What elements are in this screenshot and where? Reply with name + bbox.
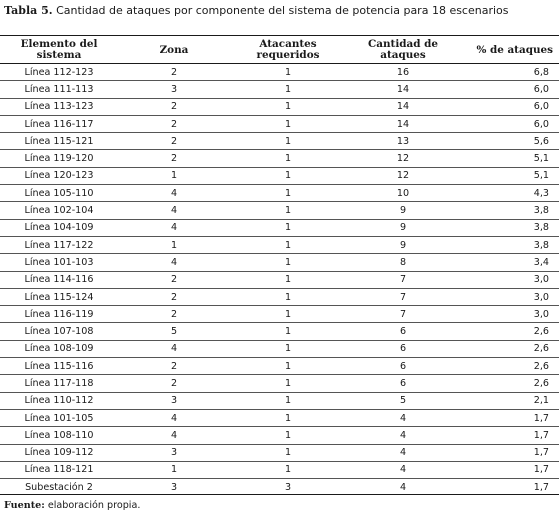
cell-attackers: 1 bbox=[230, 115, 346, 132]
table-body bbox=[0, 64, 559, 496]
cell-zone: 1 bbox=[118, 167, 230, 184]
cell-attacks: 9 bbox=[346, 202, 460, 219]
cell-element: Línea 109-112 bbox=[0, 444, 118, 461]
cell-element: Línea 116-119 bbox=[0, 306, 118, 323]
cell-percent: 2,6 bbox=[460, 323, 559, 340]
table-row bbox=[0, 81, 559, 98]
table-caption-label: Tabla 5. bbox=[4, 4, 53, 17]
cell-attackers: 1 bbox=[230, 358, 346, 375]
cell-percent: 3,8 bbox=[460, 202, 559, 219]
source-label: Fuente: bbox=[4, 500, 45, 511]
table-row bbox=[0, 254, 559, 271]
table-row bbox=[0, 167, 559, 184]
cell-attacks: 6 bbox=[346, 358, 460, 375]
cell-attacks: 4 bbox=[346, 409, 460, 426]
cell-zone: 2 bbox=[118, 150, 230, 167]
table-header-row bbox=[0, 37, 559, 64]
cell-zone: 2 bbox=[118, 288, 230, 305]
cell-element: Línea 114-116 bbox=[0, 271, 118, 288]
cell-attacks: 14 bbox=[346, 115, 460, 132]
cell-attacks: 7 bbox=[346, 306, 460, 323]
cell-zone: 2 bbox=[118, 98, 230, 115]
cell-element: Línea 115-124 bbox=[0, 288, 118, 305]
cell-attackers: 1 bbox=[230, 185, 346, 202]
table-row bbox=[0, 392, 559, 409]
cell-attacks: 5 bbox=[346, 392, 460, 409]
cell-attackers: 1 bbox=[230, 150, 346, 167]
table-row bbox=[0, 323, 559, 340]
cell-percent: 1,7 bbox=[460, 461, 559, 478]
cell-attacks: 4 bbox=[346, 444, 460, 461]
cell-attackers: 1 bbox=[230, 202, 346, 219]
header-attacks: Cantidad de ataques bbox=[346, 37, 460, 64]
cell-zone: 4 bbox=[118, 202, 230, 219]
cell-percent: 1,7 bbox=[533, 481, 549, 493]
cell-percent: 3,0 bbox=[460, 306, 559, 323]
cell-percent: 5,1 bbox=[460, 167, 559, 184]
table-row bbox=[0, 358, 559, 375]
cell-zone: 2 bbox=[118, 375, 230, 392]
cell-zone: 1 bbox=[118, 461, 230, 478]
cell-zone: 2 bbox=[118, 358, 230, 375]
cell-element: Línea 113-123 bbox=[0, 98, 118, 115]
cell-element: Línea 101-105 bbox=[0, 409, 118, 426]
cell-zone: 4 bbox=[118, 340, 230, 357]
cell-attackers: 1 bbox=[230, 427, 346, 444]
cell-zone: 2 bbox=[118, 133, 230, 150]
cell-element: Línea 101-103 bbox=[0, 254, 118, 271]
cell-attackers: 1 bbox=[230, 409, 346, 426]
table-row bbox=[0, 409, 559, 426]
cell-attackers: 1 bbox=[230, 254, 346, 271]
cell-attacks: 7 bbox=[346, 288, 460, 305]
cell-attacks: 14 bbox=[346, 98, 460, 115]
cell-attacks: 9 bbox=[346, 219, 460, 236]
cell-attackers: 1 bbox=[230, 98, 346, 115]
header-element: Elemento del sistema bbox=[0, 37, 118, 64]
cell-attacks: 4 bbox=[399, 481, 407, 493]
table-row bbox=[0, 444, 559, 461]
cell-element: Línea 119-120 bbox=[0, 150, 118, 167]
cell-percent: 2,1 bbox=[460, 392, 559, 409]
cell-attackers: 1 bbox=[230, 236, 346, 253]
table-caption-text: Cantidad de ataques por componente del sistema de potencia para 18 escenarios bbox=[52, 4, 509, 17]
cell-percent: 2,6 bbox=[460, 375, 559, 392]
table-row bbox=[0, 271, 559, 288]
cell-percent: 4,3 bbox=[460, 185, 559, 202]
cell-percent: 1,7 bbox=[460, 427, 559, 444]
cell-percent: 6,0 bbox=[460, 115, 559, 132]
cell-attacks: 6 bbox=[346, 340, 460, 357]
cell-percent: 2,6 bbox=[460, 340, 559, 357]
table-row bbox=[0, 133, 559, 150]
cell-percent: 3,0 bbox=[460, 288, 559, 305]
cell-element: Línea 111-113 bbox=[0, 81, 118, 98]
cell-element: Línea 112-123 bbox=[0, 64, 118, 81]
cell-attacks: 6 bbox=[346, 375, 460, 392]
table-bottom-rule bbox=[0, 494, 559, 495]
cell-attackers: 1 bbox=[230, 271, 346, 288]
cell-attacks: 6 bbox=[346, 323, 460, 340]
cell-attackers: 1 bbox=[230, 219, 346, 236]
cell-element: Línea 118-121 bbox=[0, 461, 118, 478]
cell-element: Línea 105-110 bbox=[0, 185, 118, 202]
cell-percent: 6,0 bbox=[460, 98, 559, 115]
cell-attackers: 1 bbox=[230, 392, 346, 409]
table-row bbox=[0, 219, 559, 236]
cell-attackers: 1 bbox=[230, 461, 346, 478]
source-text: elaboración propia. bbox=[44, 500, 141, 511]
cell-attackers: 1 bbox=[230, 167, 346, 184]
cell-attacks: 12 bbox=[346, 167, 460, 184]
cell-attacks: 16 bbox=[346, 64, 460, 81]
cell-zone: 2 bbox=[118, 115, 230, 132]
cell-zone: 3 bbox=[118, 81, 230, 98]
cell-percent: 1,7 bbox=[460, 409, 559, 426]
cell-zone: 2 bbox=[118, 271, 230, 288]
cell-percent: 3,4 bbox=[460, 254, 559, 271]
attacks-table bbox=[0, 37, 559, 495]
cell-element: Línea 104-109 bbox=[0, 219, 118, 236]
cell-attacks: 14 bbox=[346, 81, 460, 98]
cell-attackers: 1 bbox=[230, 323, 346, 340]
cell-percent: 6,0 bbox=[460, 81, 559, 98]
table-row bbox=[0, 236, 559, 253]
table-source bbox=[4, 500, 140, 512]
table-row bbox=[0, 185, 559, 202]
cell-element: Línea 116-117 bbox=[0, 115, 118, 132]
cell-zone: 3 bbox=[118, 444, 230, 461]
cell-attacks: 13 bbox=[346, 133, 460, 150]
table-row bbox=[0, 427, 559, 444]
cell-attacks: 9 bbox=[346, 236, 460, 253]
cell-percent: 2,6 bbox=[460, 358, 559, 375]
table-row bbox=[0, 98, 559, 115]
cell-percent: 6,8 bbox=[460, 64, 559, 81]
table-row bbox=[0, 64, 559, 81]
cell-attackers: 1 bbox=[230, 81, 346, 98]
table-row bbox=[0, 115, 559, 132]
cell-zone: 4 bbox=[118, 185, 230, 202]
cell-zone: 3 bbox=[118, 392, 230, 409]
cell-zone: 1 bbox=[118, 236, 230, 253]
cell-zone: 3 bbox=[170, 481, 178, 493]
table-caption bbox=[4, 4, 509, 18]
cell-attackers: 1 bbox=[230, 288, 346, 305]
cell-percent: 5,1 bbox=[460, 150, 559, 167]
table-row bbox=[0, 461, 559, 478]
cell-element: Línea 115-121 bbox=[0, 133, 118, 150]
cell-zone: 2 bbox=[118, 64, 230, 81]
cell-attackers: 1 bbox=[230, 444, 346, 461]
cell-percent: 3,8 bbox=[460, 236, 559, 253]
cell-attackers: 1 bbox=[230, 375, 346, 392]
cell-attackers: 1 bbox=[230, 340, 346, 357]
cell-element: Línea 117-118 bbox=[0, 375, 118, 392]
cell-attacks: 4 bbox=[346, 427, 460, 444]
table-row bbox=[0, 340, 559, 357]
table-row bbox=[0, 202, 559, 219]
cell-percent: 3,0 bbox=[460, 271, 559, 288]
cell-zone: 4 bbox=[118, 219, 230, 236]
cell-zone: 2 bbox=[118, 306, 230, 323]
cell-element: Línea 110-112 bbox=[0, 392, 118, 409]
cell-zone: 5 bbox=[118, 323, 230, 340]
cell-attacks: 4 bbox=[346, 461, 460, 478]
table-row bbox=[0, 375, 559, 392]
cell-element: Línea 115-116 bbox=[0, 358, 118, 375]
cell-element: Línea 117-122 bbox=[0, 236, 118, 253]
header-zone: Zona bbox=[118, 37, 230, 64]
cell-element: Línea 108-109 bbox=[0, 340, 118, 357]
cell-element: Línea 120-123 bbox=[0, 167, 118, 184]
cell-zone: 4 bbox=[118, 254, 230, 271]
cell-element: Línea 108-110 bbox=[0, 427, 118, 444]
header-attackers: Atacantes requeridos bbox=[230, 37, 346, 64]
cell-attacks: 10 bbox=[346, 185, 460, 202]
table-row bbox=[0, 150, 559, 167]
cell-attacks: 8 bbox=[346, 254, 460, 271]
cell-attackers: 1 bbox=[230, 306, 346, 323]
cell-zone: 4 bbox=[118, 409, 230, 426]
table-row bbox=[0, 479, 559, 496]
cell-attackers: 3 bbox=[284, 481, 292, 493]
cell-element: Línea 102-104 bbox=[0, 202, 118, 219]
cell-attackers: 1 bbox=[230, 133, 346, 150]
cell-percent: 3,8 bbox=[460, 219, 559, 236]
table-row bbox=[0, 288, 559, 305]
cell-attackers: 1 bbox=[230, 64, 346, 81]
cell-attacks: 7 bbox=[346, 271, 460, 288]
cell-attacks: 12 bbox=[346, 150, 460, 167]
cell-element: Subestación 2 bbox=[25, 481, 93, 493]
table-row bbox=[0, 306, 559, 323]
header-percent: % de ataques bbox=[460, 37, 559, 64]
cell-zone: 4 bbox=[118, 427, 230, 444]
table-top-rule bbox=[0, 35, 559, 36]
cell-percent: 5,6 bbox=[460, 133, 559, 150]
cell-percent: 1,7 bbox=[460, 444, 559, 461]
cell-element: Línea 107-108 bbox=[0, 323, 118, 340]
